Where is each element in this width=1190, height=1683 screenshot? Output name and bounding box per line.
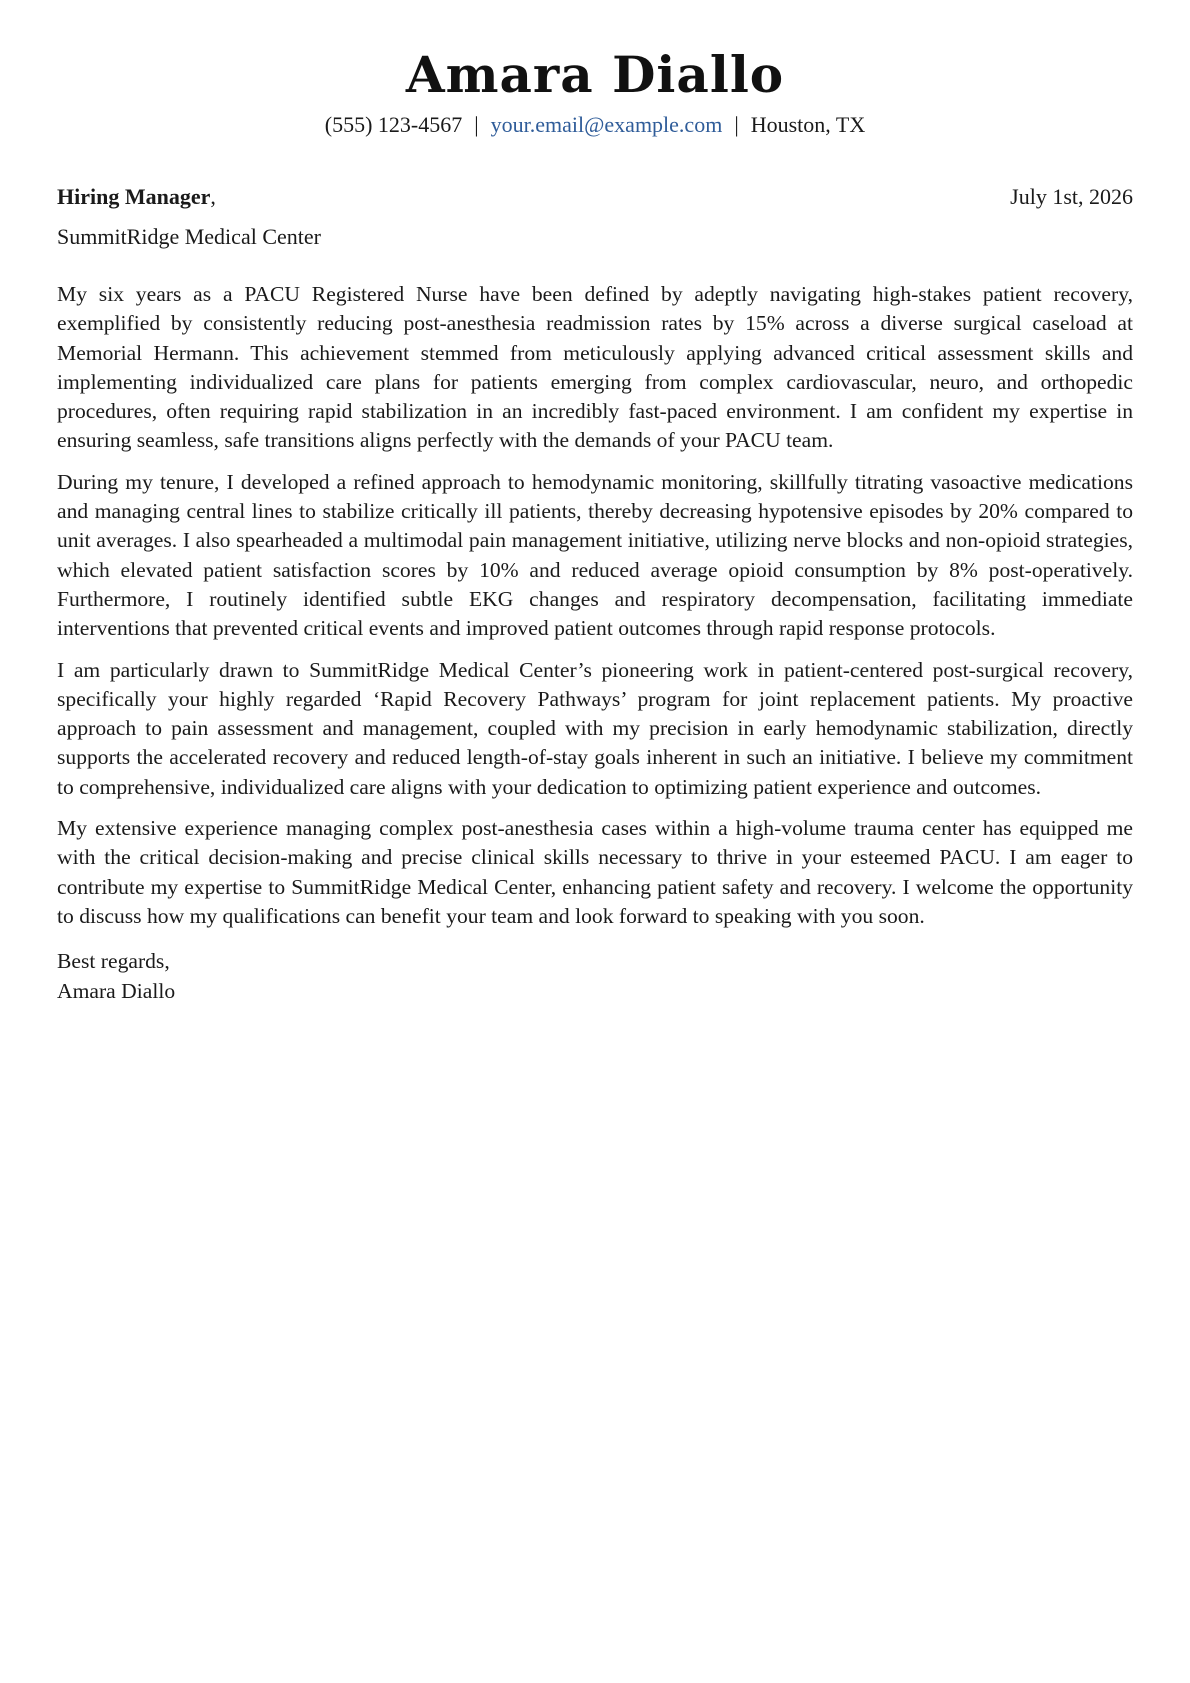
applicant-name: Amara Diallo	[405, 45, 785, 104]
letter-header	[57, 0, 1133, 140]
cover-letter-page	[57, 0, 1133, 1006]
letter-closing	[57, 947, 1133, 1006]
contact-line	[57, 110, 1133, 140]
recipient-date-row	[57, 182, 1133, 212]
body-paragraph: During my tenure, I developed a refined approach to hemodynamic monitoring, skillfully titrating vasoactive medications and managing central lines to stabilize critically ill patients, thereby decreasing hypotensive episodes by 20% compared to unit averages. I also spearheaded a multimodal pain management initiative, utilizing nerve blocks and non-opioid strategies, which elevated patient satisfaction scores by 10% and reduced average opioid consumption by 8% post-operatively. Furthermore, I routinely identified subtle EKG changes and respiratory decompensation, facilitating immediate interventions that prevented critical events and improved patient outcomes through rapid response protocols.	[57, 469, 1133, 641]
recipient-suffix: ,	[210, 184, 216, 209]
recipient-title: Hiring Manager	[57, 184, 211, 209]
body-paragraph: My extensive experience managing complex post-anesthesia cases within a high-volume trauma center has equipped me with the critical decision-making and precise clinical skills necessary to thrive in your esteemed PACU. I am eager to contribute my expertise to SummitRidge Medical Center, enhancing patient safety and recovery. I welcome the opportunity to discuss how my qualifications can benefit your team and look forward to speaking with you soon.	[57, 816, 1133, 928]
contact-separator: |	[734, 112, 739, 137]
location: Houston, TX	[750, 112, 866, 137]
body-paragraph: I am particularly drawn to SummitRidge Medical Center’s pioneering work in patient-centered post-surgical recovery, specifically your highly regarded ‘Rapid Recovery Pathways’ program for joint replacement patients. My proactive approach to pain assessment and management, coupled with my precision in early hemodynamic stabilization, directly supports the accelerated recovery and reduced length-of-stay goals inherent in such an initiative. I believe my commitment to comprehensive, individualized care aligns with your dedication to optimizing patient experience and outcomes.	[57, 657, 1133, 799]
phone-number: (555) 123-4567	[324, 112, 463, 137]
letter-date: July 1st, 2026	[1010, 184, 1133, 209]
contact-separator: |	[474, 112, 479, 137]
recipient-company: SummitRidge Medical Center	[57, 224, 321, 249]
body-paragraph: My six years as a PACU Registered Nurse have been defined by adeptly navigating high-stakes patient recovery, exemplified by consistently reducing post-anesthesia readmission rates by 15% across a diverse surgical caseload at Memorial Hermann. This achievement stemmed from meticulously applying advanced critical assessment skills and implementing individualized care plans for patients emerging from complex cardiovascular, neuro, and orthopedic procedures, often requiring rapid stabilization in an incredibly fast-paced environment. I am confident my expertise in ensuring seamless, safe transitions aligns perfectly with the demands of your PACU team.	[57, 282, 1133, 453]
signature-name: Amara Diallo	[57, 978, 176, 1003]
closing-salutation: Best regards,	[57, 949, 170, 974]
email-link[interactable]: your.email@example.com	[490, 112, 723, 137]
recipient-line	[57, 182, 216, 212]
letter-body	[57, 280, 1133, 931]
